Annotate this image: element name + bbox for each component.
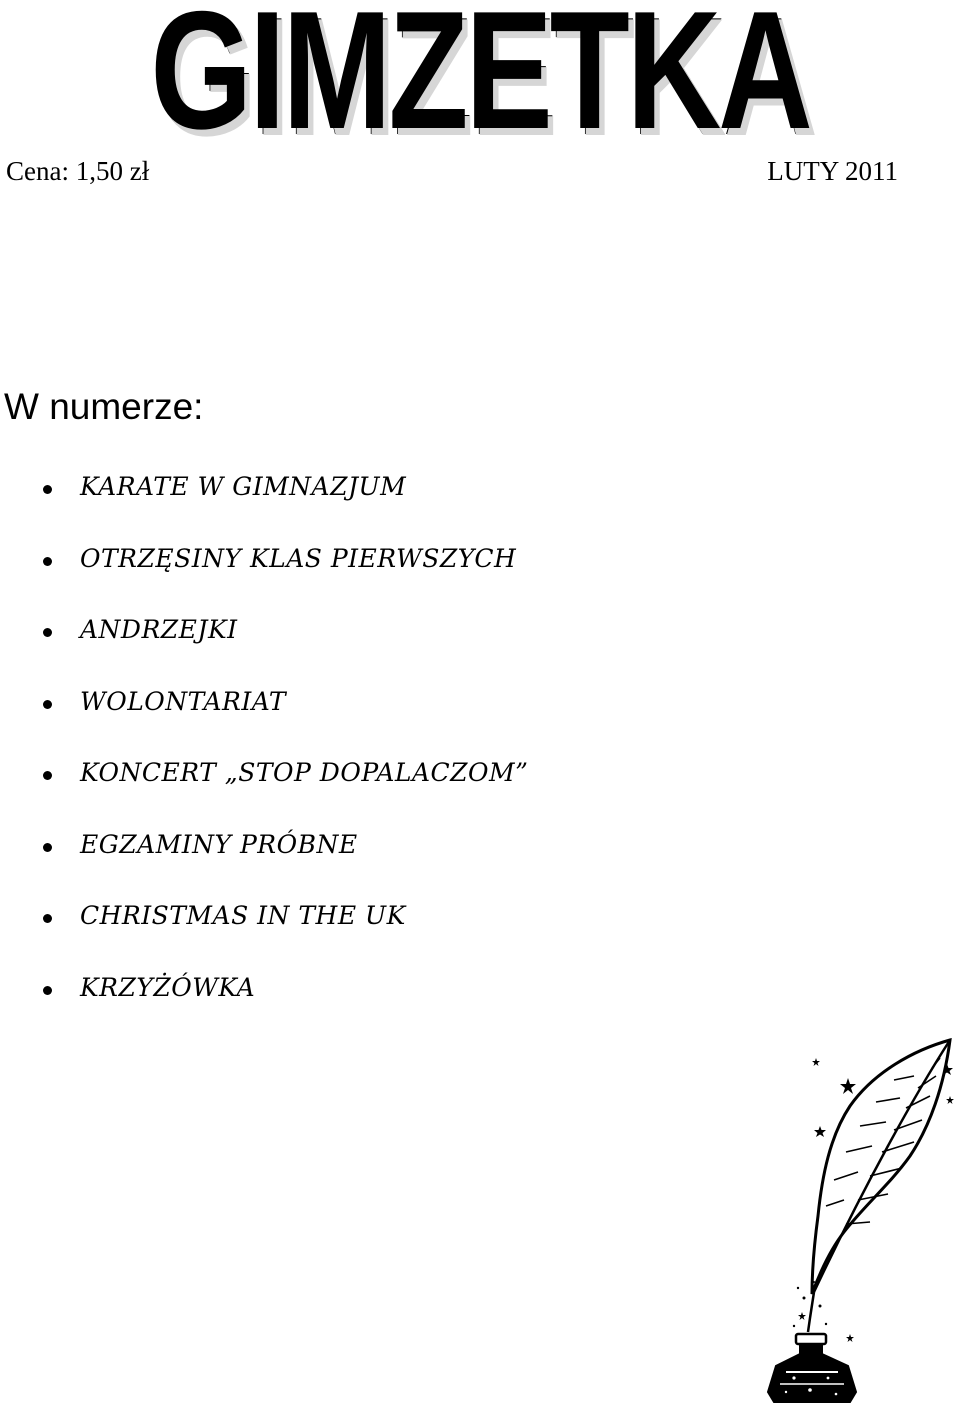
bullet-icon	[43, 557, 52, 566]
bullet-icon	[43, 843, 52, 852]
quill-and-inkwell-icon	[764, 1036, 960, 1404]
issue-date: LUTY 2011	[767, 156, 898, 186]
bullet-icon	[43, 485, 52, 494]
price-label: Cena: 1,50 zł	[6, 156, 150, 186]
contents-item-label: KRZYŻÓWKA	[80, 972, 256, 1002]
bullet-icon	[43, 700, 52, 709]
contents-item-label: OTRZĘSINY KLAS PIERWSZYCH	[80, 543, 517, 573]
contents-item-label: CHRISTMAS IN THE UK	[80, 901, 406, 930]
contents-item-label: WOLONTARIAT	[80, 686, 287, 716]
bullet-icon	[43, 914, 52, 923]
bullet-icon	[43, 771, 52, 780]
contents-item-label: KONCERT „STOP DOPALACZOM”	[80, 758, 529, 787]
contents-item-label: KARATE W GIMNAZJUM	[80, 472, 407, 501]
bullet-icon	[43, 628, 52, 637]
bullet-icon	[43, 986, 52, 995]
contents-item-label: ANDRZEJKI	[80, 615, 238, 644]
contents-item-label: EGZAMINY PRÓBNE	[80, 829, 358, 859]
contents-heading: W numerze:	[4, 386, 204, 427]
masthead-title: GIMZETKA	[150, 0, 810, 164]
